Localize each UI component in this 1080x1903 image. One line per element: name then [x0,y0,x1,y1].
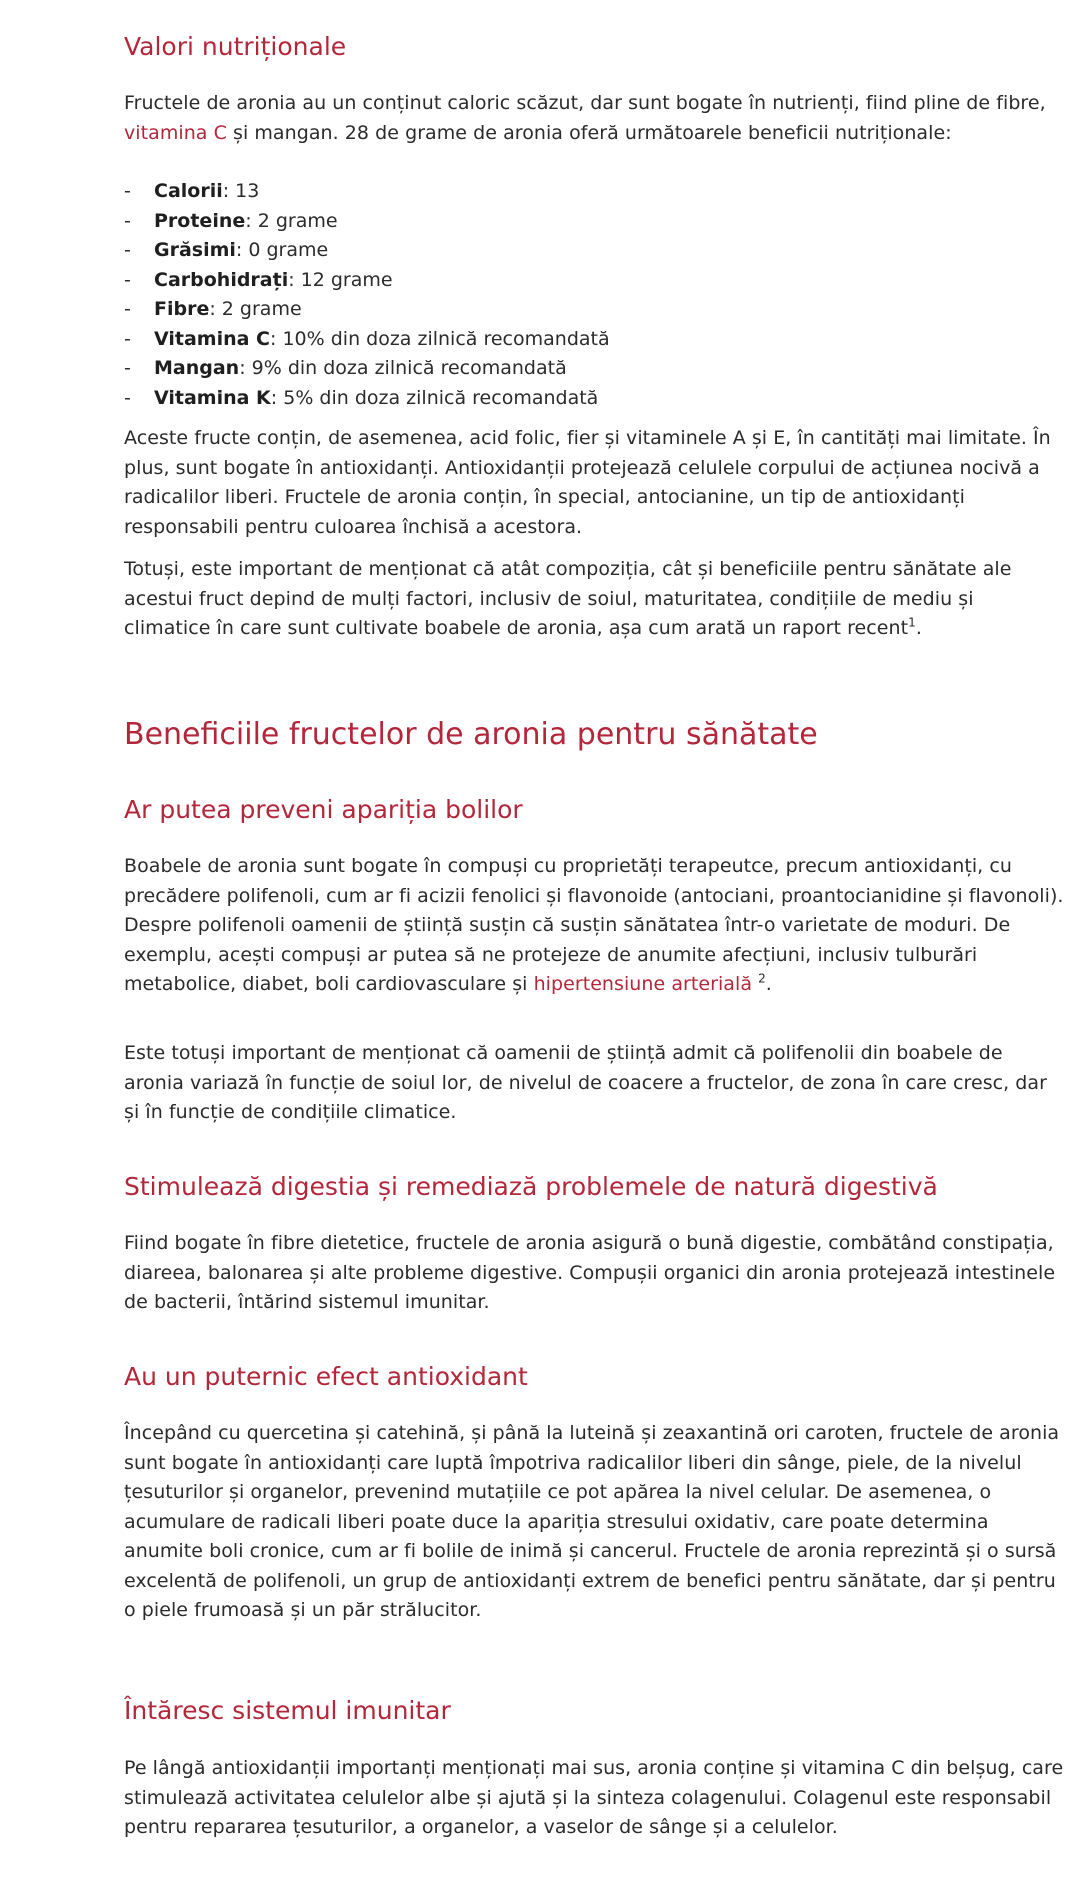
list-item-label: Calorii [154,180,223,202]
list-item-label: Fibre [154,298,210,320]
nutrition-intro [124,89,1064,148]
nutrition-intro-text: Fructele de aronia au un conținut caloric scăzut, dar sunt bogate în nutrienți, fiind pline de fibre, [124,92,1046,114]
list-dash: - [124,209,131,232]
list-item [124,384,610,414]
nutrition-paragraph-2: Aceste fructe conțin, de asemenea, acid folic, fier și vitaminele A și E, în cantități mai limitate. În plus, sunt bogate în antioxidanți. Antioxidanții protejează celulele corpului de acțiunea nocivă a radicalilor liberi. Fructele de aronia conțin, în special, antocianine, un tip de antioxidanți responsabili pentru culoarea închisă a acestora. [124,427,1051,538]
subsection-title-antioxidant: Au un puternic efect antioxidant [124,1362,528,1391]
immune-paragraph: Pe lângă antioxidanții importanți menționați mai sus, aronia conține și vitamina C din belșug, care stimulează activitatea celulelor albe și ajută și la sinteza colagenului. Colagenul este responsabil pentru repararea țesuturilor, a organelor, a vaselor de sânge și a celulelor. [124,1757,1064,1838]
antioxidant-paragraph: Începând cu quercetina și catehină, și până la luteină și zeaxantină ori caroten, fructele de aronia sunt bogate în antioxidanți care luptă împotriva radicalilor liberi din sânge, piele, de la nivelul țesuturilor și organelor, prevenind mutațiile ce pot apărea la nivel celular. De asemenea, o acumulare de radicali liberi poate duce la apariția stresului oxidativ, care poate determina anumite boli cronice, cum ar fi bolile de inimă și cancerul. Fructele de aronia reprezintă și o sursă excelentă de polifenoli, un grup de antioxidanți extrem de benefici pentru sănătate, dar și pentru o piele frumoasă și un păr strălucitor. [124,1422,1060,1621]
prevent-paragraph-2: Este totuși important de menționat că oamenii de știință admit că polifenolii din boabele de aronia variază în funcție de soiul lor, de nivelul de coacere a fructelor, de zona în care cresc, dar și în funcție de condițiile climatice. [124,1042,1047,1123]
footnote-ref-1[interactable]: 1 [908,615,916,630]
list-item-label: Grăsimi [154,239,236,261]
list-item-value: : 10% din doza zilnică recomandată [270,327,610,350]
list-item-value: : 5% din doza zilnică recomandată [270,386,599,409]
period: . [915,617,922,639]
list-dash: - [124,239,131,261]
footnote-ref-2[interactable]: 2 [758,971,766,986]
list-item [124,236,610,266]
list-dash: - [124,357,131,379]
list-item [124,266,610,296]
list-dash: - [124,268,131,291]
list-item [124,325,610,355]
list-item-value: : 2 grame [209,298,302,320]
subsection-title-immune: Întăresc sistemul imunitar [124,1696,451,1725]
list-item-value: : 12 grame [288,268,393,291]
digestion-paragraph: Fiind bogate în fibre dietetice, fructele de aronia asigură o bună digestie, combătând constipația, diareea, balonarea și alte probleme digestive. Compușii organici din aronia protejează intestinele de bacterii, întărind sistemul imunitar. [124,1232,1056,1313]
list-dash: - [124,327,131,350]
nutrition-paragraph-3 [124,555,1064,644]
prevent-paragraph-1 [124,852,1064,1000]
nutrition-paragraph-3-text: Totuși, este important de menționat că atât compoziția, cât și beneficiile pentru sănătate ale acestui fruct depind de mulți factori, inclusiv de soiul, maturitatea, condițiile de mediu și climatice în care sunt cultivate boabele de aronia, așa cum arată un raport recent [124,558,1012,639]
list-item-value: : 2 grame [245,209,338,232]
list-item-label: Mangan [154,357,240,379]
list-dash: - [124,180,131,202]
vitamin-c-link[interactable]: vitamina C [124,121,227,144]
list-dash: - [124,298,131,320]
subsection-title-prevent: Ar putea preveni apariția bolilor [124,795,523,824]
nutrition-intro-text-end: și mangan. 28 de grame de aronia oferă următoarele beneficii nutriționale: [226,121,952,144]
hypertension-link[interactable]: hipertensiune arterială [533,973,753,995]
section-title-nutrition: Valori nutriționale [124,32,347,61]
period: . [765,973,772,995]
list-item-value: : 0 grame [235,239,329,261]
list-item-label: Vitamina K [154,386,271,409]
list-item [124,295,610,325]
list-item [124,177,610,207]
list-item [124,207,610,237]
prevent-paragraph-1-text: Boabele de aronia sunt bogate în compuși cu proprietăți terapeutce, precum antioxidanți, cu precădere polifenoli, cum ar fi acizii fenolici și flavonoide (antociani, proantocianidine și flavonoli). Despre polifenoli oamenii de știință susțin că susțin sănătatea într-o varietate de moduri. De exemplu, acești compuși ar putea să ne protejeze de anumite afecțiuni, inclusiv tulburări metabolice, diabet, boli cardiovasculare și [124,855,1064,995]
subsection-title-digestion: Stimulează digestia și remediază problemele de natură digestivă [124,1172,938,1201]
list-dash: - [124,386,131,409]
list-item-value: : 13 [222,180,260,202]
list-item-label: Carbohidrați [154,268,289,291]
section-title-benefits: Beneficiile fructelor de aronia pentru sănătate [124,717,818,752]
list-item [124,354,610,384]
list-item-label: Vitamina C [154,327,271,350]
nutrition-list [124,177,610,413]
list-item-label: Proteine [154,209,246,232]
list-item-value: : 9% din doza zilnică recomandată [239,357,567,379]
